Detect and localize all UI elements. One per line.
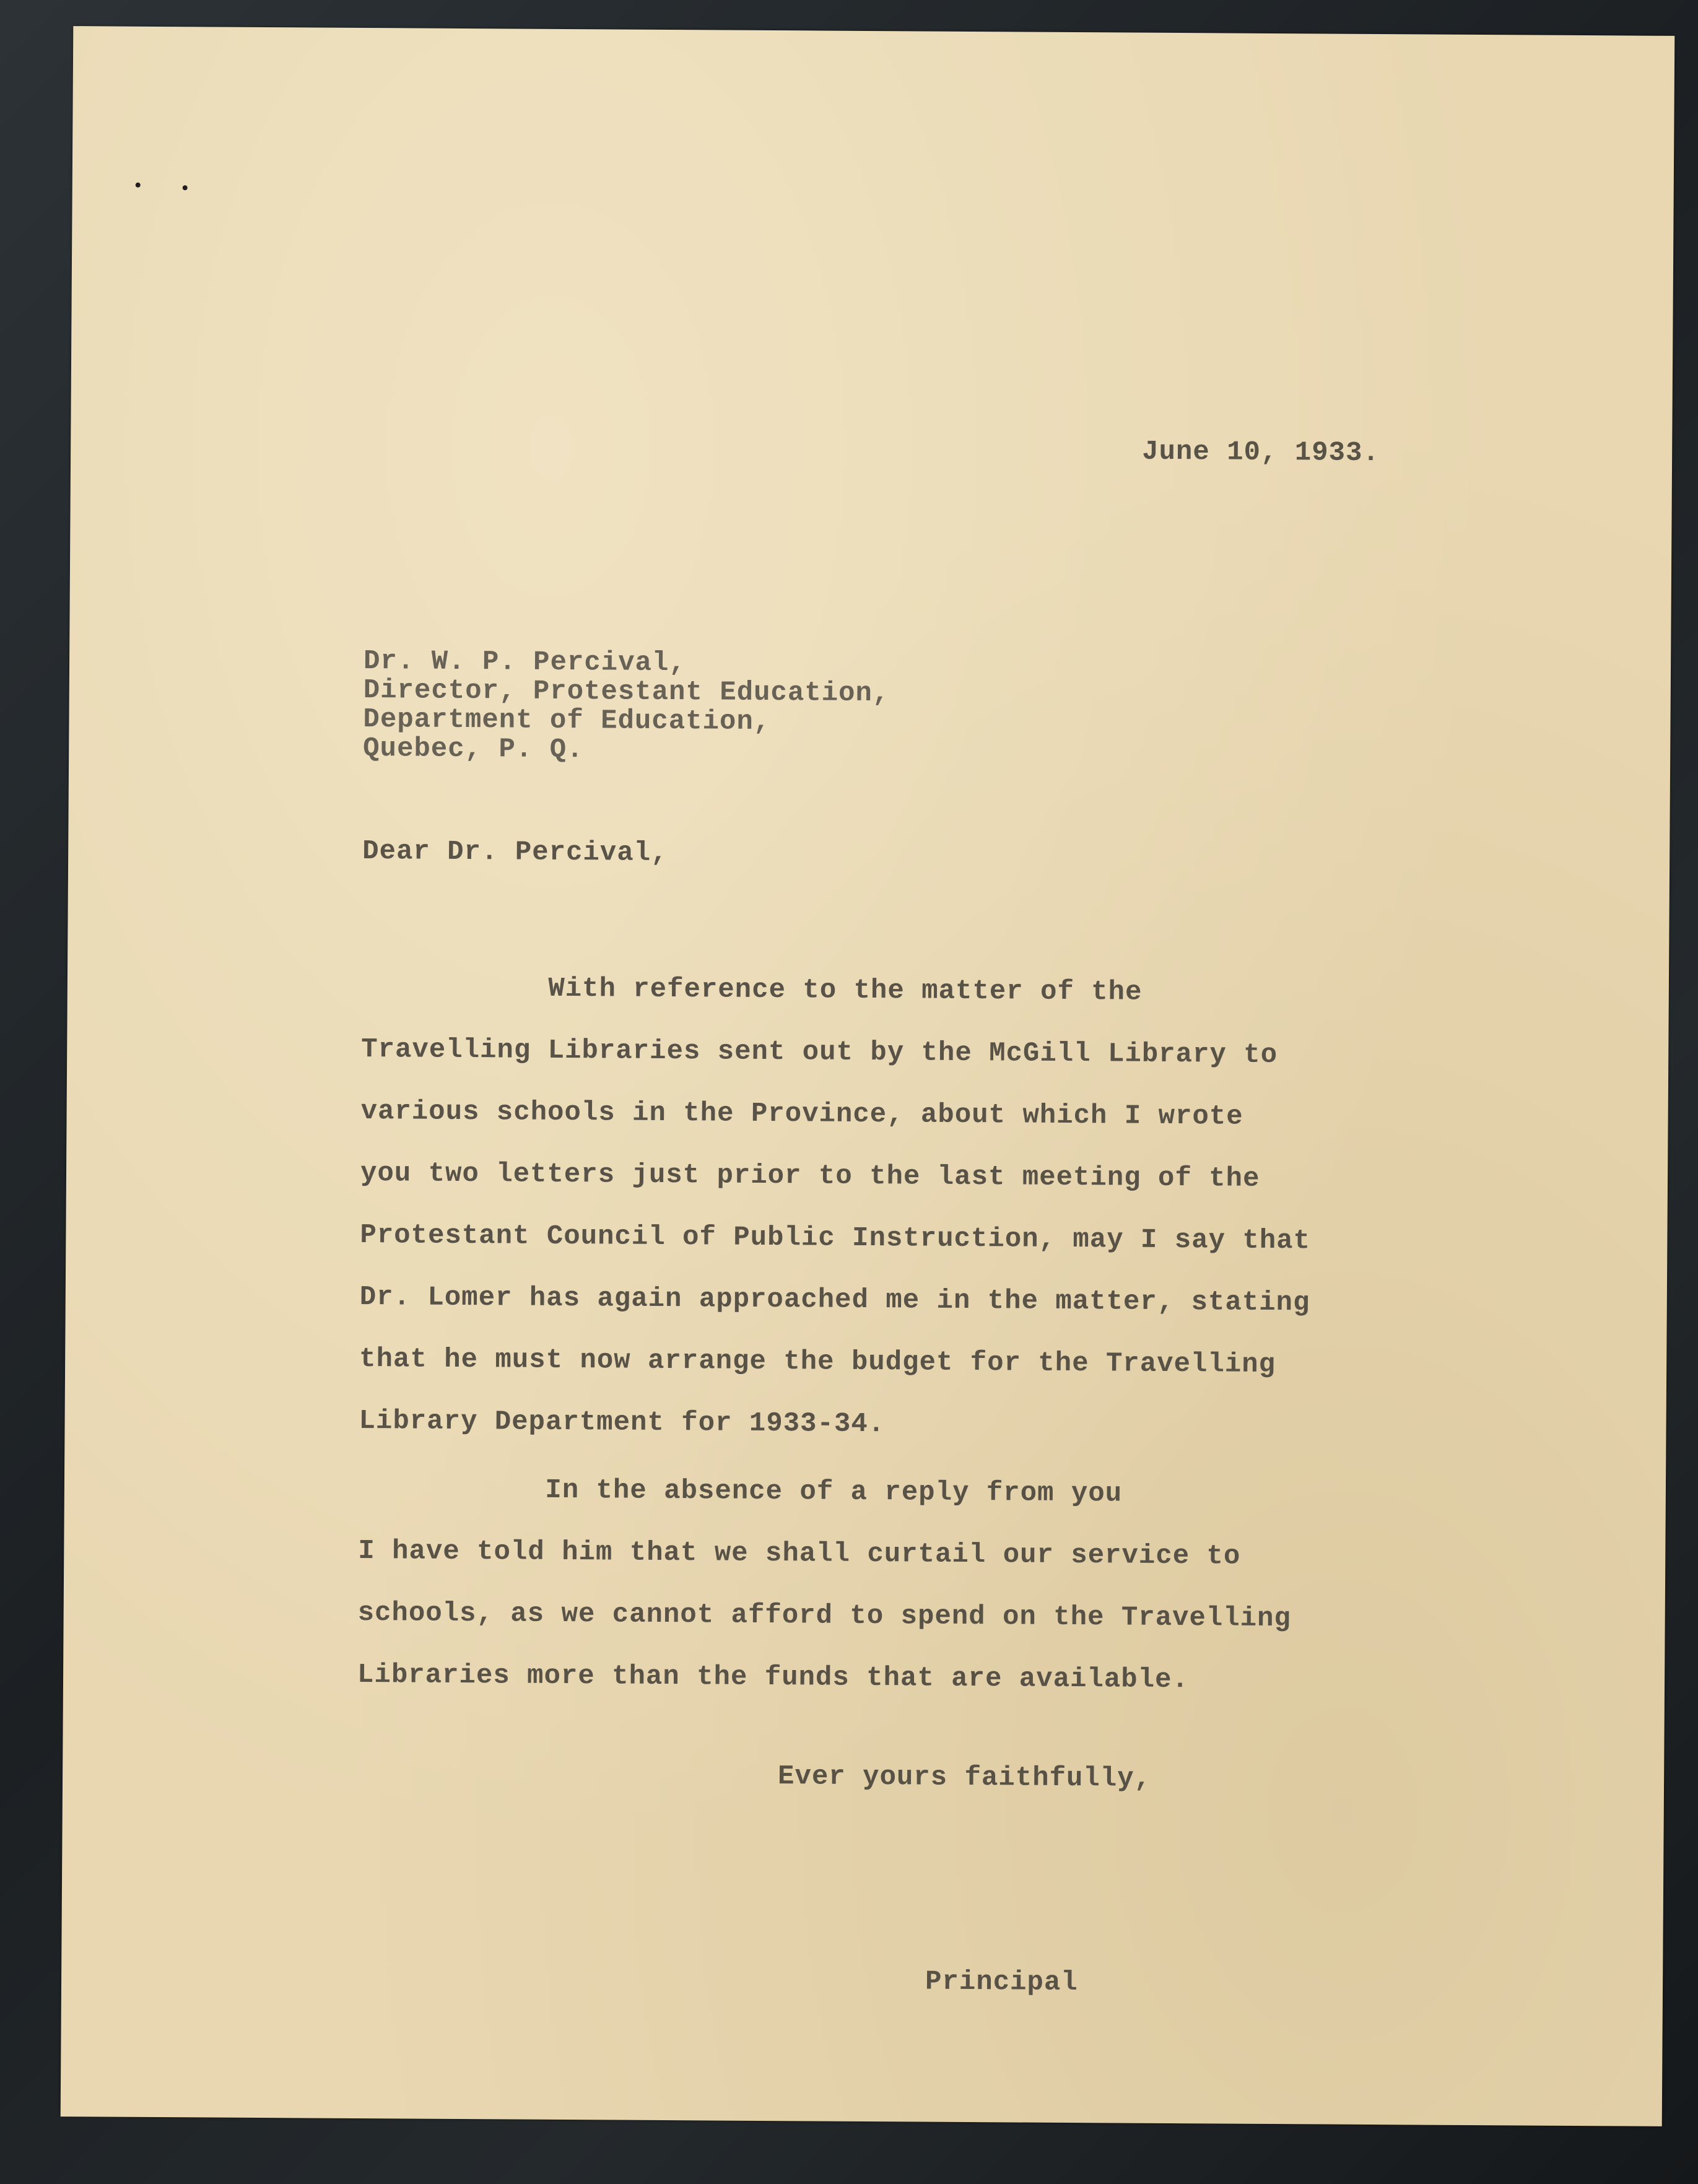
recipient-line: Department of Education, [363,704,771,738]
body-line: Dr. Lomer has again approached me in the matter, stating [359,1281,1310,1319]
body-line: Libraries more than the funds that are available. [357,1659,1190,1696]
closing: Ever yours faithfully, [777,1761,1152,1795]
body-line: various schools in the Province, about which I wrote [360,1096,1243,1133]
letter-date: June 10, 1933. [1142,436,1380,469]
recipient-line: Quebec, P. Q. [363,733,584,766]
body-line: schools, as we cannot afford to spend on the Travelling [357,1597,1292,1635]
body-line: that he must now arrange the budget for the Travelling [359,1343,1276,1381]
body-line: Travelling Libraries sent out by the McGill Library to [361,1034,1278,1071]
signer-title: Principal [925,1966,1078,1999]
salutation: Dear Dr. Percival, [362,836,668,869]
body-line: In the absence of a reply from you [358,1473,1123,1510]
body-line: I have told him that we shall curtail our service to [358,1535,1241,1572]
body-line: With reference to the matter of the [361,972,1143,1008]
punch-mark [136,183,141,188]
recipient-line: Dr. W. P. Percival, [363,646,686,679]
punch-mark [183,185,188,190]
body-line: Protestant Council of Public Instruction, may I say that [360,1219,1311,1257]
letter-page [61,26,1675,2126]
body-line: Library Department for 1933-34. [359,1405,886,1440]
recipient-line: Director, Protestant Education, [363,675,890,710]
body-line: you two letters just prior to the last meeting of the [360,1158,1260,1194]
